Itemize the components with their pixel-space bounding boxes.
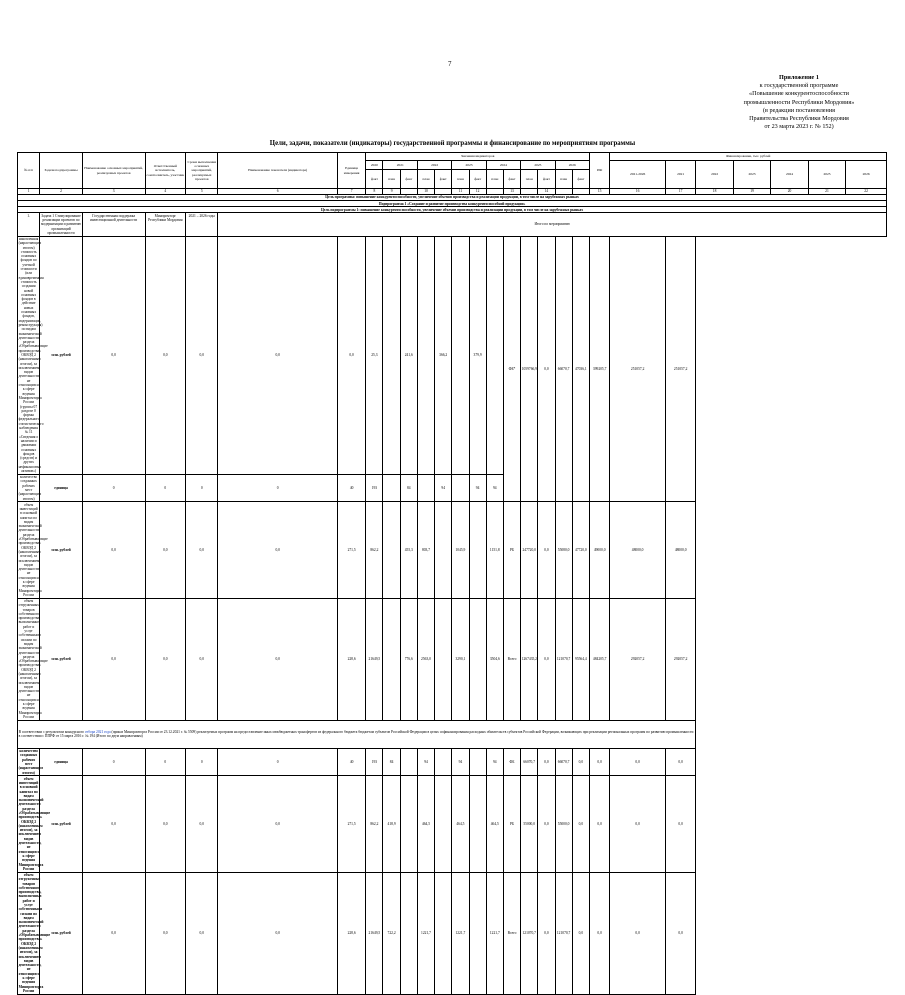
financing-value: 0,0 xyxy=(572,776,589,872)
indicator-value: 0 xyxy=(218,474,337,502)
financing-value: 121070,7 xyxy=(555,872,572,994)
indicator-value: 0 xyxy=(145,474,186,502)
plan-header: план xyxy=(383,170,400,189)
financing-value: 47036,1 xyxy=(572,236,589,502)
financing-value: 0,0 xyxy=(590,776,610,872)
indicator-row xyxy=(18,598,887,720)
unit-cell: млн. рублей xyxy=(40,502,83,598)
financing-value: 251057,2 xyxy=(665,236,695,502)
indicator-value xyxy=(469,776,486,872)
year-header: 2023 xyxy=(452,161,486,170)
column-number: 7 xyxy=(337,189,365,195)
indicator-value xyxy=(400,872,417,994)
indicator-value: 3290,1 xyxy=(452,598,469,720)
financing-value: 0,0 xyxy=(572,748,589,776)
financing-value: 121070,7 xyxy=(521,872,538,994)
event-cell: Государственная поддержка инвестиционной деятельности xyxy=(82,213,145,236)
indicator-value xyxy=(469,598,486,720)
column-number: 22 xyxy=(846,189,887,195)
financing-value: 0,0 xyxy=(610,748,666,776)
indicator-value: 94 xyxy=(486,748,503,776)
financing-value: 0,0 xyxy=(538,872,555,994)
indicator-value: 271,5 xyxy=(337,502,365,598)
page-number: 7 xyxy=(448,60,452,68)
indicator-value: 803,7 xyxy=(417,502,434,598)
column-number: 10 xyxy=(417,189,434,195)
indicator-value xyxy=(435,872,452,994)
source-cell: РБ xyxy=(503,776,520,872)
indicator-value: 0,0 xyxy=(186,872,218,994)
indicator-value: 0,0 xyxy=(145,776,186,872)
financing-value: 0,0 xyxy=(538,598,555,720)
indicator-value: 0,0 xyxy=(145,598,186,720)
unit-cell: единица xyxy=(40,474,83,502)
financing-value: 399205,7 xyxy=(590,236,610,502)
indicator-value: 94 xyxy=(452,748,469,776)
financing-value: 48000,0 xyxy=(610,502,666,598)
column-number: 20 xyxy=(771,189,808,195)
indicator-value: 241,6 xyxy=(400,236,417,474)
indicator-value: 0,0 xyxy=(82,776,145,872)
fact-header: факт xyxy=(400,170,417,189)
indicator-value: 94 xyxy=(417,748,434,776)
indicator-value: 228,6 xyxy=(337,598,365,720)
column-number: 14 xyxy=(538,189,555,195)
indicator-value: 0,0 xyxy=(218,598,337,720)
indicator-row xyxy=(18,872,887,994)
indicator-value: 40 xyxy=(337,474,365,502)
indicator-value: 228,6 xyxy=(337,872,365,994)
appendix-line: (в редакции постановления xyxy=(762,106,836,114)
indicator-value: 94 xyxy=(486,474,503,502)
fin-year-header: 2021 xyxy=(665,161,695,189)
indicator-name: количество созданных рабочих мест (нарастающим итогом) xyxy=(18,475,42,501)
indicator-value: 193 xyxy=(366,474,383,502)
year-header: 2022 xyxy=(417,161,451,170)
indicator-value: 464,5 xyxy=(486,776,503,872)
indicator-value xyxy=(400,748,417,776)
indicator-value: 1221,7 xyxy=(486,872,503,994)
source-cell: Всего xyxy=(503,598,520,720)
fin-year-header: 2021-2026 xyxy=(610,161,666,189)
indicator-value: 455,3 xyxy=(400,502,417,598)
appendix-line: к государственной программе xyxy=(759,82,839,90)
fact-header: факт xyxy=(469,170,486,189)
indicator-value xyxy=(400,776,417,872)
financing-value: 1267435,2 xyxy=(521,598,538,720)
indicator-value: 464,5 xyxy=(452,776,469,872)
indicator-value: 1221,7 xyxy=(417,872,434,994)
column-number: 5 xyxy=(186,189,218,195)
unit-cell: единица xyxy=(40,748,83,776)
year-header: 2021 xyxy=(383,161,417,170)
indicator-value: 0,0 xyxy=(186,598,218,720)
fact-header: факт xyxy=(435,170,452,189)
indicator-value: 25,3 xyxy=(366,236,383,474)
indicator-value: 21649,5 xyxy=(366,598,383,720)
column-number: 3 xyxy=(82,189,145,195)
financing-value: 95564,4 xyxy=(572,598,589,720)
column-number: 21 xyxy=(808,189,845,195)
year-header: 2026 xyxy=(555,161,590,170)
indicator-value: 3504,6 xyxy=(486,598,503,720)
plan-header: план xyxy=(452,170,469,189)
source-cell: РБ xyxy=(503,502,520,598)
financing-value: 0,0 xyxy=(538,776,555,872)
row-number: 1. xyxy=(18,213,40,236)
indicator-value xyxy=(417,474,434,502)
financing-value: 247720,0 xyxy=(521,502,538,598)
indicator-row xyxy=(18,236,887,474)
header-values: Значения индикаторов xyxy=(366,153,590,161)
column-number: 16 xyxy=(610,189,666,195)
indicator-value: 862,2 xyxy=(366,502,383,598)
header-executor: Ответственный исполнитель, соисполнитель, участник xyxy=(145,153,186,189)
indicator-value: 0,0 xyxy=(218,502,337,598)
source-cell: ФБ* xyxy=(503,236,520,502)
appendix-line: «Повышение конкурентоспособности xyxy=(749,90,849,98)
fin-year-header: 2026 xyxy=(846,161,887,189)
header-financing: Финансирование, тыс. рублей xyxy=(610,153,887,161)
financing-value: 66070,7 xyxy=(555,236,572,502)
financing-value: 0,0 xyxy=(538,236,555,502)
indicator-value: 2563,0 xyxy=(417,598,434,720)
indicator-value: 0,0 xyxy=(186,502,218,598)
indicator-value: 40 xyxy=(337,748,365,776)
unit-cell: млн. рублей xyxy=(40,598,83,720)
indicator-value: 0,0 xyxy=(218,236,337,474)
indicator-value: 0,0 xyxy=(186,776,218,872)
indicator-name: объем отгруженных товаров собственного производства, выполненных работ и услуг собственными силами по видам экономической деятельности раздела «Обрабатывающие производства» ОКВЭД 2 (накопленным итогом), за исключением видов деятельности, не относящихся к сфере ведения Минпромторга России xyxy=(18,872,51,993)
column-number: 11 xyxy=(452,189,469,195)
indicator-value: 366,2 xyxy=(435,236,452,474)
financing-value: 0,0 xyxy=(610,872,666,994)
financing-value: 484205,7 xyxy=(590,598,610,720)
indicator-name: объем инвестиций в основной капитал по видам экономической деятельности раздела «Обрабатывающие производства» ОКВЭД 2 (накопленным итогом), за исключением видов деятельности, не относящихся к сфере ведения Минпромторга России xyxy=(18,502,48,597)
indicator-value: 94 xyxy=(435,474,452,502)
indicator-row xyxy=(18,776,887,872)
note-cell xyxy=(18,720,696,748)
fact-header: факт xyxy=(572,170,589,189)
header-events: Наименование основных мероприятий, реализуемых проектов xyxy=(82,153,145,189)
indicator-value xyxy=(486,236,503,474)
plan-header: план xyxy=(521,170,538,189)
financing-value: 47720,0 xyxy=(572,502,589,598)
indicator-value: 0,0 xyxy=(82,872,145,994)
indicator-value: 0 xyxy=(186,474,218,502)
header-terms: Сроки выполнения основных мероприятий, реализуемых проектов xyxy=(186,153,218,189)
column-number: 2 xyxy=(40,189,83,195)
financing-value: 0,0 xyxy=(665,776,695,872)
financing-value: 48000,0 xyxy=(665,502,695,598)
column-number: 12 xyxy=(469,189,486,195)
indicator-value: 1045,9 xyxy=(452,502,469,598)
year-header: 2024 xyxy=(486,161,520,170)
header-indicator: Наименование показателя (индикатора) xyxy=(218,153,337,189)
indicator-value: 0,0 xyxy=(145,236,186,474)
indicator-value xyxy=(452,474,469,502)
indicator-value: 0,0 xyxy=(337,236,365,474)
indicator-value: 722,2 xyxy=(383,872,400,994)
indicator-value: 0 xyxy=(82,748,145,776)
header-source: ИФ xyxy=(590,153,610,189)
events-total-label: Итого по мероприятию xyxy=(218,213,887,236)
financing-value: 49000,0 xyxy=(590,502,610,598)
indicator-value: 0,0 xyxy=(82,502,145,598)
indicator-name: накопленная (нарастающим итогом) стоимость основных фондов по учетной стоимости (или единовременная стоимость создания новой основных фондов в действие новых основных фондов, модернизация, реконструкция) по видам экономической деятельности раздела «Обрабатывающие производства» ОКВЭД 2 (накопленным итогом), за исключением видов деятельности, не относящихся к сфере ведения Минпромторга России (группы 07 разделе 0 формы федерального статистического наблюдения № 11 «Сведения о наличии и движении основных фондов (средств) и других нефинансовых активов») xyxy=(18,236,48,473)
financing-value: 0,0 xyxy=(665,872,695,994)
financing-value: 292057,2 xyxy=(610,598,666,720)
indicator-value xyxy=(469,872,486,994)
indicator-value: 0,0 xyxy=(145,872,186,994)
indicator-row xyxy=(18,474,887,502)
fact-header: факт xyxy=(538,170,555,189)
financing-value: 292057,2 xyxy=(665,598,695,720)
indicator-value: 418,9 xyxy=(383,776,400,872)
column-number: 1 xyxy=(18,189,40,195)
appendix-line: Правительства Республики Мордовия xyxy=(749,115,849,123)
indicator-value xyxy=(383,236,400,474)
indicator-value xyxy=(383,474,400,502)
financing-value: 0,0 xyxy=(590,748,610,776)
note-text: (приказ Минпромторга России от 23.12.2021 г. № 5509) реализуемых программ на предоставление иных межбюджетных трансфертов из федерального бюджета бюджетам субъектов Российской Федерации в целях софинансирования расходных обязательств субъектов Российской Федерации, возникающих при реализации региональных программ по развитию промышленности в соответствии с ППРФ от 15 марта 2016 г. № 194 (Итого по двум направлениям) xyxy=(18,729,694,739)
indicator-value: 1151,8 xyxy=(486,502,503,598)
source-cell: Всего xyxy=(503,872,520,994)
indicator-value xyxy=(435,776,452,872)
column-number: 4 xyxy=(145,189,186,195)
financing-value: 66070,7 xyxy=(555,748,572,776)
indicator-value: 0,0 xyxy=(145,502,186,598)
indicator-value: 862,2 xyxy=(366,776,383,872)
indicator-value: 379,9 xyxy=(469,236,486,474)
fin-year-header: 2023 xyxy=(733,161,770,189)
header-num: № п/п xyxy=(18,153,40,189)
section-subgoal: Цель подпрограммы 1: повышение конкурентоспособности, увеличение объемов производства и реализации продукции, в том числе на зарубежных рынках xyxy=(18,207,887,213)
indicator-value xyxy=(383,598,400,720)
indicator-value: 94 xyxy=(469,474,486,502)
plan-header: план xyxy=(417,170,434,189)
financing-value: 0,0 xyxy=(572,872,589,994)
source-cell: ФБ xyxy=(503,748,520,776)
indicator-value: 0,0 xyxy=(82,236,145,474)
indicator-value xyxy=(383,502,400,598)
indicator-value: 0 xyxy=(218,748,337,776)
indicator-value: 271,5 xyxy=(337,776,365,872)
section-goal: Цель программы: повышение конкурентоспособности, увеличение объемов производства и реализации продукции, в том числе на зарубежных рынках xyxy=(18,195,887,201)
financing-value: 1059766,9 xyxy=(521,236,538,502)
indicator-value: 84 xyxy=(383,748,400,776)
fin-year-header: 2025 xyxy=(808,161,845,189)
indicator-value xyxy=(469,748,486,776)
note-text: В соответствии с результатом конкурсного xyxy=(18,729,85,734)
indicator-value: 0 xyxy=(82,474,145,502)
fin-year-header: 2024 xyxy=(771,161,808,189)
unit-cell: млн. рублей xyxy=(40,776,83,872)
financing-value: 55000,0 xyxy=(555,776,572,872)
indicator-value: 0,0 xyxy=(186,236,218,474)
financing-value: 55080,0 xyxy=(555,502,572,598)
appendix-header xyxy=(729,74,869,131)
financing-value: 0,0 xyxy=(610,776,666,872)
column-number: 18 xyxy=(696,189,733,195)
indicator-value xyxy=(435,502,452,598)
column-number: 8 xyxy=(366,189,383,195)
column-number: 19 xyxy=(733,189,770,195)
indicator-value: 84 xyxy=(400,474,417,502)
indicator-value: 0,0 xyxy=(218,776,337,872)
indicator-value xyxy=(452,236,469,474)
financing-value: 0,0 xyxy=(538,502,555,598)
appendix-line: от 23 марта 2023 г. № 152) xyxy=(764,123,834,131)
year-header: 2020 xyxy=(366,161,383,170)
financing-value: 0,0 xyxy=(590,872,610,994)
fin-year-header: 2022 xyxy=(696,161,733,189)
financing-value: 66070,7 xyxy=(521,748,538,776)
plan-header: план xyxy=(486,170,503,189)
program-table xyxy=(17,152,887,995)
indicator-value: 1221,7 xyxy=(452,872,469,994)
financing-value: 0,0 xyxy=(538,748,555,776)
unit-cell: млн. рублей xyxy=(40,236,83,474)
column-number: 15 xyxy=(590,189,610,195)
column-number: 9 xyxy=(383,189,400,195)
indicator-value: 193 xyxy=(366,748,383,776)
indicator-row xyxy=(18,502,887,598)
financing-value: 251057,2 xyxy=(610,236,666,502)
column-number: 17 xyxy=(665,189,695,195)
financing-value: 55000,0 xyxy=(521,776,538,872)
indicator-value xyxy=(435,598,452,720)
indicator-name: объем инвестиций в основной капитал по видам экономической деятельности раздела «Обрабатывающие производства» ОКВЭД 2 (накопленным итогом), за исключением видов деятельности, не относящихся к сфере ведения Минпромторга России xyxy=(18,776,51,871)
financing-value: 121070,7 xyxy=(555,598,572,720)
appendix-line: промышленности Республики Мордовия» xyxy=(743,98,855,106)
terms-cell: 2021 – 2026 годы xyxy=(186,213,218,236)
indicator-value: 776,6 xyxy=(400,598,417,720)
year-header: 2025 xyxy=(521,161,555,170)
unit-cell: млн. рублей xyxy=(40,872,83,994)
column-number: 6 xyxy=(218,189,337,195)
header-goal: Задачи подпрограммы xyxy=(40,153,83,189)
document-title: Цели, задачи, показатели (индикаторы) государственной программы и финансирование по мероприятиям программы xyxy=(269,140,636,147)
indicator-value xyxy=(469,502,486,598)
indicator-value: 0,0 xyxy=(82,598,145,720)
indicator-value: 0 xyxy=(145,748,186,776)
fact-header: факт xyxy=(366,170,383,189)
indicator-value xyxy=(435,748,452,776)
indicator-name: объем отгруженных товаров собственного производства, выполненных работ и услуг собственными силами по видам экономической деятельности раздела «Обрабатывающие производства» ОКВЭД 2 (накопленным итогом), за исключением видов деятельности, не относящихся к сфере ведения Минпромторга России xyxy=(18,598,48,719)
fact-header: факт xyxy=(503,170,520,189)
column-number: 13 xyxy=(503,189,520,195)
indicator-value xyxy=(417,236,434,474)
executor-cell: Минпромторг Республики Мордовия xyxy=(145,213,186,236)
indicator-name: количество созданных рабочих мест (нарастающим итогом) xyxy=(18,749,43,775)
indicator-row xyxy=(18,748,887,776)
financing-value: 0,0 xyxy=(665,748,695,776)
plan-header: план xyxy=(555,170,572,189)
task-cell: Задача 1 Стимулирование реализации проектов по модернизации и развитию организаций промышленности xyxy=(40,213,82,235)
appendix-label: Приложение 1 xyxy=(779,74,819,81)
indicator-value: 0,0 xyxy=(218,872,337,994)
indicator-value: 464,5 xyxy=(417,776,434,872)
note-link[interactable]: отбора 2021 года xyxy=(84,729,111,734)
section-subprogram: Подпрограмма 1 «Создание и развитие производства конкурентоспособной продукции» xyxy=(18,201,887,207)
header-unit: Единица измерения xyxy=(337,153,365,189)
indicator-value: 21649,5 xyxy=(366,872,383,994)
indicator-value: 0 xyxy=(186,748,218,776)
